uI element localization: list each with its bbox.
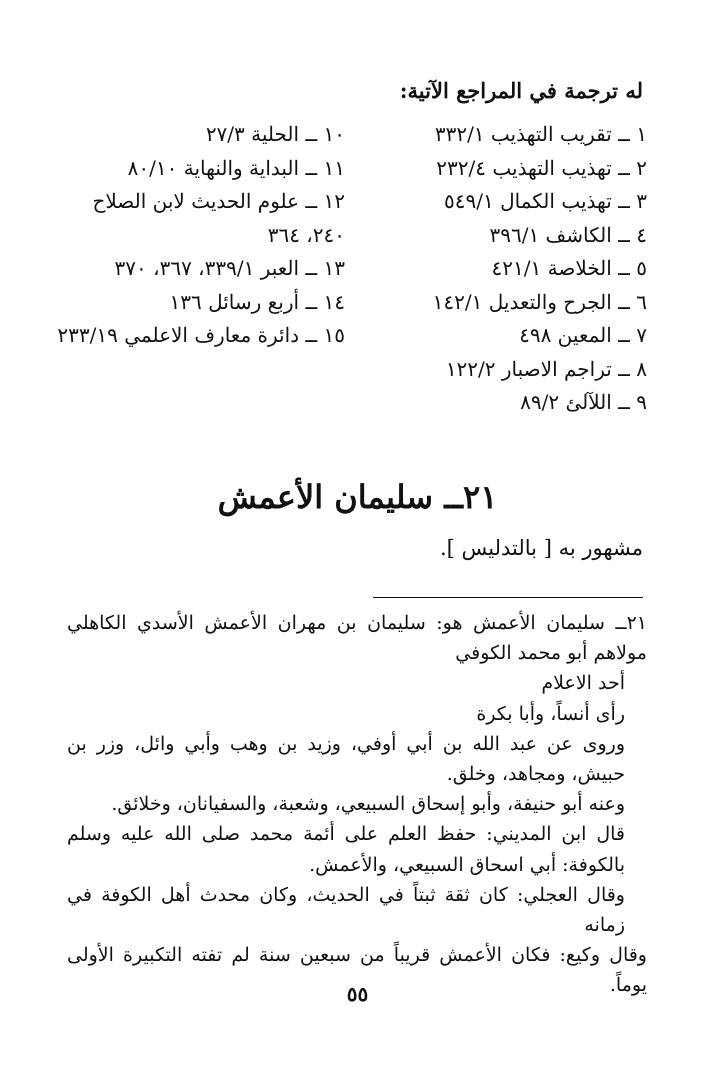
- footnotes: [67, 608, 647, 1001]
- footnote-paragraph: وقال العجلي: كان ثقة ثبتاً في الحديث، وكان محدث أهل الكوفة في زمانه: [67, 883, 625, 937]
- reference-item: ٦ ــ الجرح والتعديل ١٤٢/١: [432, 289, 647, 314]
- reference-item: ٣ ــ تهذيب الكمال ٥٤٩/١: [444, 189, 647, 213]
- reference-item: ٩ ــ اللآلئ ٨٩/٢: [520, 390, 647, 414]
- reference-item: ١١ ــ البداية والنهاية ٨٠/١٠: [127, 155, 345, 180]
- reference-item: ١٢ ــ علوم الحديث لابن الصلاح ٢٤٠، ٣٦٤: [92, 189, 345, 247]
- reference-item: ٧ ــ المعين ٤٩٨: [519, 323, 647, 347]
- references-heading: له ترجمة في المراجع الآتية:: [399, 78, 643, 103]
- reference-item: ١٥ ــ دائرة معارف الاعلمي ٢٣٣/١٩: [57, 323, 345, 347]
- footnote-paragraph: وقال وكيع: فكان الأعمش قريباً من سبعين سنة لم تفته التكبيرة الأولى يوماً.: [67, 944, 647, 997]
- footnote-divider: [373, 597, 643, 598]
- reference-item: ٢ ــ تهذيب التهذيب ٢٣٢/٤: [436, 155, 647, 180]
- reference-item: ١٤ ــ أربع رسائل ١٣٦: [169, 289, 345, 314]
- reference-item: ١٠ ــ الحلية ٢٧/٣: [205, 122, 345, 146]
- references-left-column: [55, 118, 345, 353]
- reference-item: ٨ ــ تراجم الاصبار ١٢٢/٢: [445, 356, 647, 381]
- reference-item: ٥ ــ الخلاصة ٤٢١/١: [491, 256, 647, 280]
- section-intro: مشهور به [ بالتدليس ].: [439, 536, 643, 560]
- references-right-column: [397, 118, 647, 420]
- footnote-paragraph: ٢١ــ سليمان الأعمش هو: سليمان بن مهران الأعمش الأسدي الكاهلي مولاهم أبو محمد الكوفي: [67, 612, 647, 665]
- footnote-paragraph: قال ابن المديني: حفظ العلم على أئمة محمد صلى الله عليه وسلم بالكوفة: أبي اسحاق السبيعي، والأعمش.: [67, 823, 625, 876]
- footnote-paragraph: وروى عن عبد الله بن أبي أوفي، وزيد بن وهب وأبي وائل، وزر بن حبيش، ومجاهد، وخلق.: [67, 732, 625, 786]
- reference-item: ١ ــ تقريب التهذيب ٣٣٢/١: [434, 122, 647, 146]
- section-title: ٢١ــ سليمان الأعمش: [217, 478, 498, 516]
- reference-item: ١٣ ــ العبر ٣٣٩/١، ٣٦٧، ٣٧٠: [114, 256, 345, 280]
- footnote-paragraph: وعنه أبو حنيفة، وأبو إسحاق السبيعي، وشعبة، والسفيانان، وخلائق.: [111, 793, 625, 816]
- page-number: ٥٥: [346, 982, 369, 1006]
- footnote-paragraph: أحد الاعلام: [541, 672, 625, 695]
- footnote-paragraph: رأى أنساً، وأبا بكرة: [476, 702, 625, 725]
- reference-item: ٤ ــ الكاشف ٣٩٦/١: [489, 222, 647, 247]
